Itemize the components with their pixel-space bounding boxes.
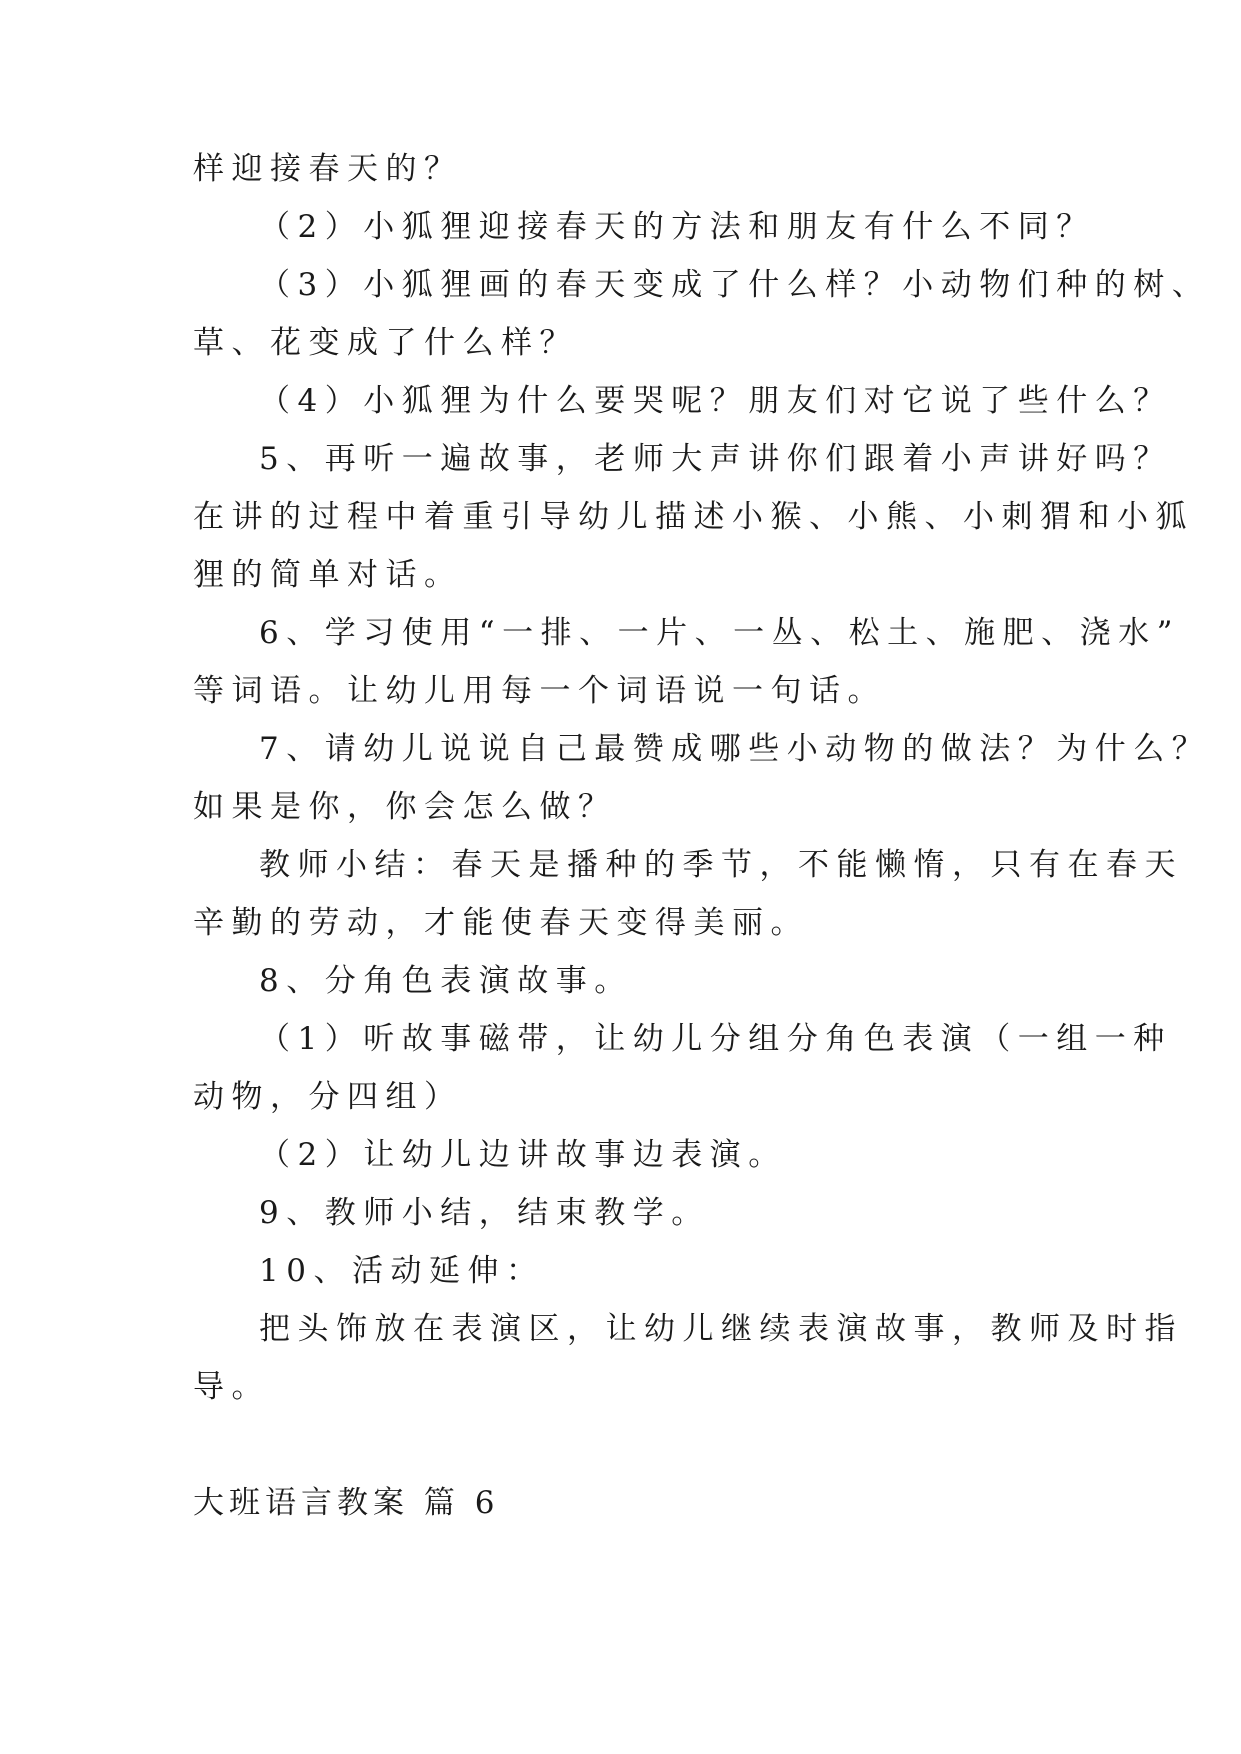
text-line: （1）听故事磁带，让幼儿分组分角色表演（一组一种	[259, 1021, 1172, 1057]
text-line: 在讲的过程中着重引导幼儿描述小猴、小熊、小刺猬和小狐	[193, 499, 1194, 535]
text-line: （3）小狐狸画的春天变成了什么样？小动物们种的树、	[259, 267, 1211, 303]
text-line: 8、分角色表演故事。	[259, 963, 633, 999]
text-line: 把头饰放在表演区，让幼儿继续表演故事，教师及时指	[259, 1311, 1183, 1347]
text-line: 5、再听一遍故事，老师大声讲你们跟着小声讲好吗？	[259, 441, 1172, 477]
text-line: 教师小结：春天是播种的季节，不能懒惰，只有在春天	[259, 847, 1183, 883]
section-heading: 大班语言教案 篇 6	[193, 1485, 500, 1521]
text-line: 样迎接春天的？	[193, 151, 463, 187]
text-line: （4）小狐狸为什么要哭呢？朋友们对它说了些什么？	[259, 383, 1172, 419]
text-line: 7、请幼儿说说自己最赞成哪些小动物的做法？为什么？	[259, 731, 1211, 767]
text-line: 动物，分四组）	[193, 1079, 463, 1115]
text-line: 辛勤的劳动，才能使春天变得美丽。	[193, 905, 809, 941]
text-line: 草、花变成了什么样？	[193, 325, 578, 361]
text-line: 导。	[193, 1369, 270, 1405]
text-line: 6、学习使用“一排、一片、一丛、松土、施肥、浇水”	[259, 615, 1180, 651]
text-line: 10、活动延伸：	[259, 1253, 545, 1289]
text-line: （2）小狐狸迎接春天的方法和朋友有什么不同？	[259, 209, 1095, 245]
text-line: 狸的简单对话。	[193, 557, 463, 593]
text-line: 等词语。让幼儿用每一个词语说一句话。	[193, 673, 886, 709]
text-line: 如果是你，你会怎么做？	[193, 789, 617, 825]
text-line: （2）让幼儿边讲故事边表演。	[259, 1137, 787, 1173]
text-line: 9、教师小结，结束教学。	[259, 1195, 710, 1231]
